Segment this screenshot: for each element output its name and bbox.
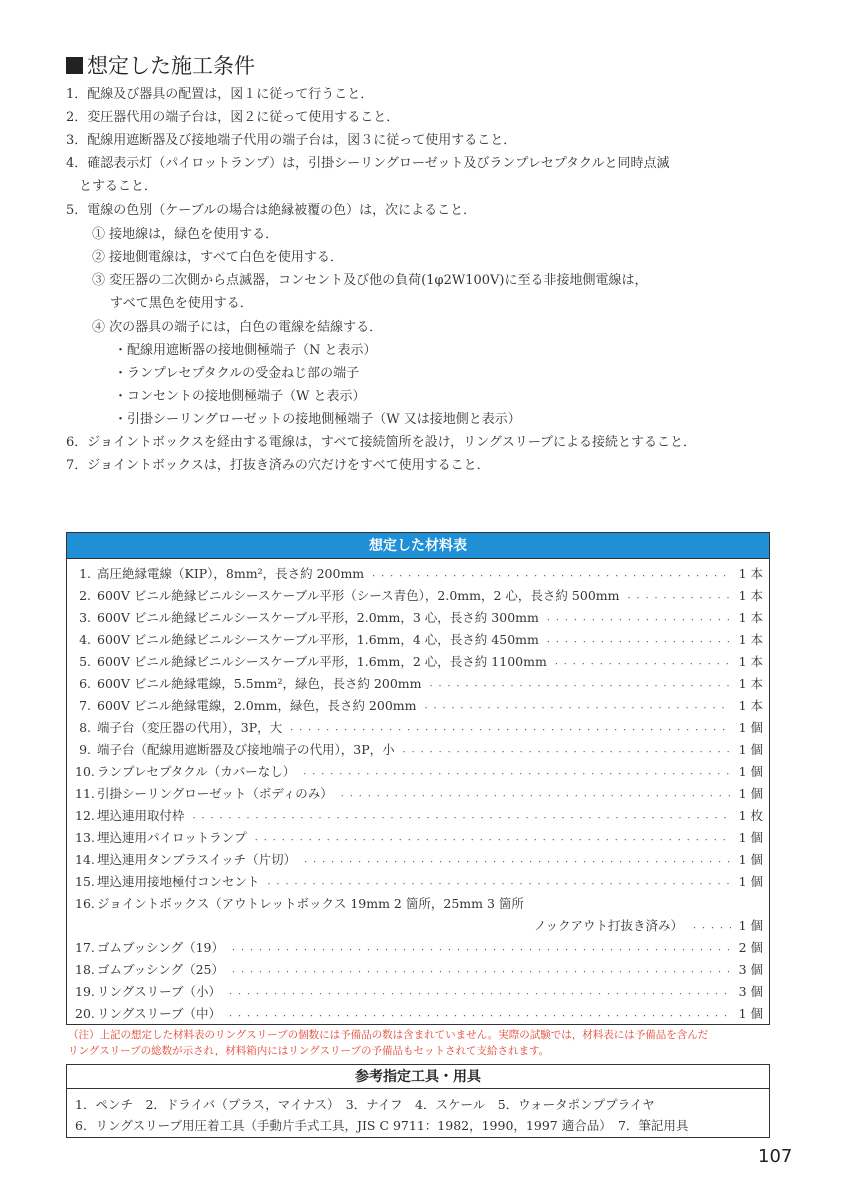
row-quantity: 2 個 — [738, 940, 763, 955]
row-quantity: 1 個 — [738, 742, 763, 757]
row-item: 600V ビニル絶縁ビニルシースケーブル平形，1.6mm，4 心，長さ約 450mm — [97, 632, 539, 647]
row-item: ジョイントボックス（アウトレットボックス 19mm 2 箇所，25mm 3 箇所 — [97, 896, 524, 911]
leader-dots — [545, 632, 731, 647]
row-number: 17. — [75, 939, 95, 955]
leader-dots — [625, 588, 731, 603]
condition-line-6: 6．ジョイントボックスを経由する電線は，すべて接続箇所を設け，リングスリーブによる接続とすること． — [66, 435, 697, 450]
row-number: 2. — [79, 587, 91, 603]
condition-sub-1: ① 接地線は，緑色を使用する． — [92, 227, 279, 242]
row-item: 600V ビニル絶縁ビニルシースケーブル平形，2.0mm，3 心，長さ約 300mm — [97, 610, 539, 625]
table-row — [75, 562, 763, 584]
row-number: 6. — [79, 675, 91, 691]
row-item: 600V ビニル絶縁ビニルシースケーブル平形，1.6mm，2 心，長さ約 1100mm — [97, 654, 547, 669]
table-row — [75, 606, 763, 628]
row-quantity: 1 個 — [738, 830, 763, 845]
condition-sub-4: ④ 次の器具の端子には，白色の電線を結線する． — [92, 320, 383, 335]
leader-dots — [227, 1006, 731, 1021]
page-title — [66, 50, 255, 80]
row-number: 10. — [75, 763, 95, 779]
table-row — [75, 980, 763, 1002]
row-number: 11. — [75, 785, 95, 801]
note-line-1: （注）上記の想定した材料表のリングスリーブの個数には予備品の数は含まれていません。実際の試験では，材料表には予備品を含んだ — [68, 1029, 709, 1041]
table-row — [75, 738, 763, 760]
table-row — [75, 848, 763, 870]
table-row — [75, 870, 763, 892]
table-row — [75, 628, 763, 650]
row-quantity: 1 個 — [738, 720, 763, 735]
row-item: リングスリーブ（小） — [97, 984, 222, 999]
note-line-2: リングスリーブの総数が示され，材料箱内にはリングスリーブの予備品もセットされて支給されます。 — [68, 1045, 550, 1057]
row-number: 5. — [79, 653, 91, 669]
leader-dots — [370, 566, 731, 581]
table-row — [75, 892, 763, 914]
row-item: 埋込連用パイロットランプ — [97, 830, 247, 845]
row-item: 端子台（変圧器の代用），3P，大 — [97, 720, 283, 735]
row-item: ゴムブッシング（19） — [97, 940, 224, 955]
row-item: 引掛シーリングローゼット（ボディのみ） — [97, 786, 333, 801]
leader-dots — [230, 940, 731, 955]
leader-dots — [227, 984, 731, 999]
row-number: 3. — [79, 609, 91, 625]
materials-table — [66, 532, 770, 1025]
condition-line-1: 1．配線及び器具の配置は，図１に従って行うこと． — [66, 87, 374, 102]
table-row — [75, 672, 763, 694]
row-item: 埋込連用取付枠 — [97, 808, 185, 823]
materials-note — [68, 1027, 773, 1059]
row-item-continuation: ノックアウト打抜き済み） — [533, 918, 683, 933]
row-quantity: 1 本 — [738, 588, 763, 603]
tools-line-2: 6．リングスリーブ用圧着工具（手動片手式工具，JIS C 9711：1982，1990，1997 適合品） 7．筆記用具 — [75, 1118, 689, 1133]
row-quantity: 3 個 — [738, 984, 763, 999]
row-quantity: 1 個 — [738, 874, 763, 889]
table-row — [75, 936, 763, 958]
leader-dots — [302, 852, 731, 867]
row-quantity: 1 個 — [738, 852, 763, 867]
table-row — [75, 804, 763, 826]
leader-dots — [266, 874, 731, 889]
leader-dots — [401, 742, 731, 757]
leader-dots — [288, 720, 731, 735]
row-number: 8. — [79, 719, 91, 735]
row-quantity: 1 本 — [738, 566, 763, 581]
condition-sub-3-cont: すべて黒色を使用する． — [110, 296, 253, 311]
row-number: 20. — [75, 1005, 95, 1021]
condition-sub-3: ③ 変圧器の二次側から点滅器，コンセント及び他の負荷(1φ2W100V)に至る非接地側電線は， — [92, 273, 648, 288]
condition-line-5: 5．電線の色別（ケーブルの場合は絶縁被覆の色）は，次によること． — [66, 203, 477, 218]
leader-dots — [553, 654, 731, 669]
row-item: 600V ビニル絶縁電線，2.0mm，緑色，長さ約 200mm — [97, 698, 417, 713]
tools-line-1: 1．ペンチ 2．ドライバ（プラス，マイナス） 3．ナイフ 4．スケール 5．ウォータポンププライヤ — [75, 1097, 655, 1112]
condition-bullet-1: ・配線用遮断器の接地側極端子（N と表示） — [114, 343, 377, 358]
tools-table — [66, 1064, 770, 1138]
table-row — [75, 716, 763, 738]
leader-dots — [230, 962, 731, 977]
condition-bullet-4: ・引掛シーリングローゼットの接地側極端子（W 又は接地側と表示） — [114, 412, 521, 427]
condition-line-7: 7．ジョイントボックスは，打抜き済みの穴だけをすべて使用すること． — [66, 458, 490, 473]
row-number: 4. — [79, 631, 91, 647]
condition-bullet-3: ・コンセントの接地側極端子（W と表示） — [114, 389, 366, 404]
table-row — [75, 650, 763, 672]
leader-dots — [301, 764, 731, 779]
leader-dots — [191, 808, 731, 823]
table-row — [75, 958, 763, 980]
row-number: 16. — [75, 895, 95, 911]
row-quantity: 1 本 — [738, 610, 763, 625]
table-row — [75, 1002, 763, 1024]
row-quantity: 1 本 — [738, 632, 763, 647]
row-quantity: 1 個 — [738, 786, 763, 801]
row-item: 高圧絶縁電線（KIP），8mm²，長さ約 200mm — [97, 566, 365, 581]
row-quantity: 1 個 — [738, 918, 763, 933]
row-number: 9. — [79, 741, 91, 757]
condition-line-4: 4．確認表示灯（パイロットランプ）は，引掛シーリングローゼット及びランプレセプタクルと同時点滅 — [66, 156, 670, 171]
row-number: 1. — [79, 565, 91, 581]
tools-table-header: 参考指定工具・用具 — [67, 1065, 769, 1089]
table-row — [75, 826, 763, 848]
row-item: リングスリーブ（中） — [97, 1006, 222, 1021]
row-item: ランプレセプタクル（カバーなし） — [97, 764, 296, 779]
row-quantity: 1 本 — [738, 676, 763, 691]
table-row — [75, 760, 763, 782]
condition-line-4-cont: とすること． — [66, 179, 158, 194]
condition-sub-2: ② 接地側電線は，すべて白色を使用する． — [92, 250, 343, 265]
row-number: 14. — [75, 851, 95, 867]
row-quantity: 1 個 — [738, 764, 763, 779]
condition-line-2: 2．変圧器代用の端子台は，図２に従って使用すること． — [66, 110, 400, 125]
leader-dots — [253, 830, 731, 845]
leader-dots — [691, 918, 731, 933]
black-square-icon — [66, 57, 83, 74]
table-row — [75, 584, 763, 606]
row-item: ゴムブッシング（25） — [97, 962, 224, 977]
row-quantity: 1 個 — [738, 1006, 763, 1021]
row-item: 埋込連用接地極付コンセント — [97, 874, 260, 889]
row-item: 600V ビニル絶縁ビニルシースケーブル平形（シース青色），2.0mm，2 心，長さ約 500mm — [97, 588, 620, 603]
row-quantity: 1 本 — [738, 654, 763, 669]
row-number: 18. — [75, 961, 95, 977]
leader-dots — [545, 610, 731, 625]
condition-line-3: 3．配線用遮断器及び接地端子代用の端子台は，図３に従って使用すること． — [66, 133, 517, 148]
materials-table-header: 想定した材料表 — [67, 533, 769, 559]
row-number: 13. — [75, 829, 95, 845]
row-number: 7. — [79, 697, 91, 713]
row-quantity: 1 枚 — [738, 808, 763, 823]
row-item: 端子台（配線用遮断器及び接地端子の代用），3P，小 — [97, 742, 395, 757]
leader-dots — [428, 676, 732, 691]
row-number: 15. — [75, 873, 95, 889]
row-quantity: 1 本 — [738, 698, 763, 713]
page-title-text: 想定した施工条件 — [87, 54, 255, 78]
table-row — [75, 782, 763, 804]
row-number: 19. — [75, 983, 95, 999]
row-number: 12. — [75, 807, 95, 823]
condition-bullet-2: ・ランプレセプタクルの受金ねじ部の端子 — [114, 366, 360, 381]
row-quantity: 3 個 — [738, 962, 763, 977]
leader-dots — [422, 698, 731, 713]
table-row-continuation — [75, 914, 763, 936]
page-number: 107 — [758, 1146, 793, 1167]
row-item: 600V ビニル絶縁電線，5.5mm²，緑色，長さ約 200mm — [97, 676, 422, 691]
row-item: 埋込連用タンブラスイッチ（片切） — [97, 852, 297, 867]
leader-dots — [339, 786, 731, 801]
table-row — [75, 694, 763, 716]
